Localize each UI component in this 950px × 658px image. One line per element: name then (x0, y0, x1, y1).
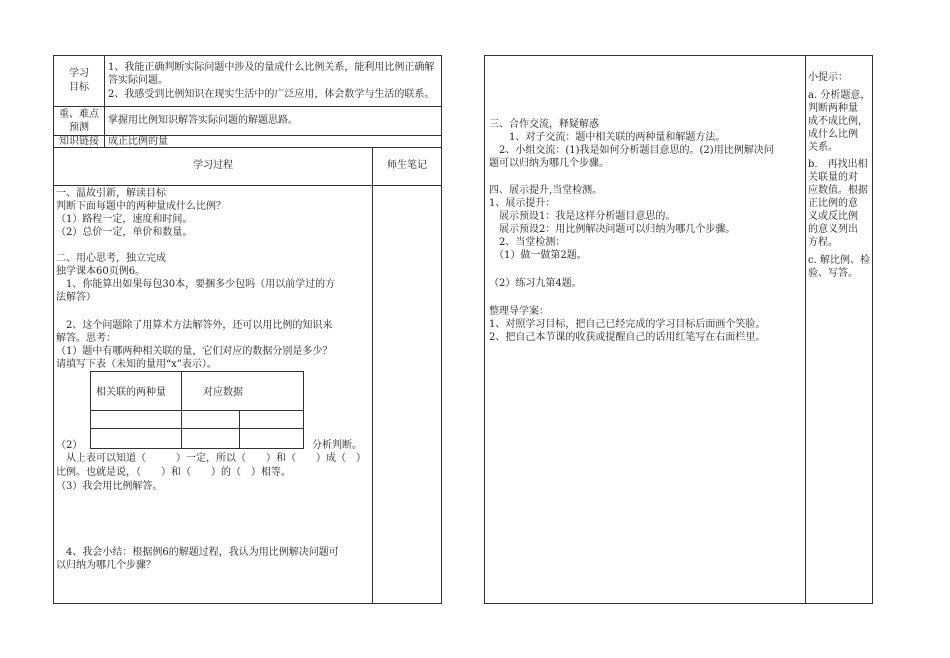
data-table-col-line (181, 410, 182, 449)
link-text: 成正比例的量 (108, 136, 168, 147)
goal-label: 目标 (69, 82, 89, 93)
section4-line: 2、当堂检测： (489, 237, 566, 248)
body-line: 2、这个问题除了用算术方法解答外，还可以用比例的知识来 (56, 320, 333, 331)
key-label: 预测 (69, 122, 89, 133)
goal-line: 1、我能正确判断实际问题中涉及的量成什么比例关系，能利用比例正确解 (108, 62, 435, 73)
tip-line: 义或反比例 (808, 211, 858, 222)
data-table-header: 相关联的两种量 (96, 387, 166, 398)
data-table-header: 对应数据 (203, 387, 243, 398)
body-line: 二、用心思考，独立完成 (56, 253, 166, 264)
tip-line: c. 解比例、检 (808, 255, 870, 266)
body-line: 解答。思考： (56, 333, 116, 344)
goal-line: 2、我感受到比例知识在现实生活中的广泛应用，体会数学与生活的联系。 (108, 89, 435, 100)
key-text: 掌握用比例知识解答实际问题的解题思路。 (108, 115, 298, 126)
goal-label: 学习 (69, 68, 89, 79)
body-line: （1）题中有哪两种相关联的量，它们对应的数据分别是多少？ (56, 346, 333, 357)
notes-header: 师生笔记 (387, 160, 427, 171)
link-label: 知识链接 (59, 136, 99, 147)
after-line: 从上表可以知道（ ）一定，所以（ ）和（ ）成（ ） (56, 453, 366, 464)
wrapup-line: 整理导学案： (489, 306, 549, 317)
body-line: 法解答） (56, 292, 96, 303)
tip-line: 关系。 (808, 142, 838, 153)
section3-line: 题可以归纳为哪几个步骤。 (489, 158, 609, 169)
data-table-row-line (90, 428, 304, 429)
tip-line: 判断两种量 (808, 103, 858, 114)
process-header: 学习过程 (193, 160, 233, 171)
row-divider (53, 106, 442, 107)
tips-title: 小提示： (808, 72, 848, 83)
section4-line: 展示预设1：我是这样分析题目意思的。 (489, 211, 676, 222)
label-col-divider (104, 55, 105, 147)
q2-suffix: 分析判断。 (312, 440, 362, 451)
body-line: 1、你能算出如果每包30本，要捆多少包吗（用以前学过的方 (56, 279, 336, 290)
after-line: 比例。也就是说，（ ）和（ ）的（ ）相等。 (56, 467, 291, 478)
body-line: 独学课本60页例6。 (56, 266, 146, 277)
body-line: 判断下面每题中的两种量成什么比例？ (56, 201, 226, 212)
tip-line: a. 分析题意， (808, 90, 871, 101)
key-label: 重、难点 (59, 109, 99, 120)
data-table-row-line (90, 410, 304, 411)
tip-line: 方程。 (808, 237, 838, 248)
tip-line: 应数值。根据 (808, 185, 868, 196)
after-line: （3）我会用比例解答。 (56, 481, 163, 492)
body-line: （2）总价一定，单价和数量。 (56, 227, 193, 238)
goal-line: 答实际问题。 (108, 75, 168, 86)
practice-line: （2）练习九第4题。 (489, 278, 582, 289)
body-line: 一、温故引新，解读目标 (56, 188, 166, 199)
row-divider (53, 185, 442, 186)
body-line: （1）路程一定，速度和时间。 (56, 214, 193, 225)
summary-line: 4、我会小结：根据例6的解题过程，我认为用比例解决问题可 (56, 547, 339, 558)
tip-line: 成不成比例， (808, 116, 868, 127)
section3-line: 2、小组交流：(1)我是如何分析题目意思的。(2)用比例解决问 (489, 145, 774, 156)
data-table-col-line (239, 410, 240, 449)
tip-line: 成什么比例 (808, 129, 858, 140)
section4-line: 四、展示提升,当堂检测。 (489, 185, 603, 196)
wrapup-line: 2、把自己本节课的收获或提醒自己的话用红笔写在右面栏里。 (489, 332, 766, 343)
tip-line: 验、写答。 (808, 268, 858, 279)
tips-col-divider (805, 55, 806, 604)
summary-line: 以归纳为哪几个步骤？ (56, 560, 156, 571)
section4-line: 展示预设2：用比例解决问题可以归纳为哪几个步骤。 (489, 224, 736, 235)
tip-line: b. 再找出相 (808, 159, 868, 170)
section4-line: （1）做一做第2题。 (489, 250, 587, 261)
tip-line: 关联量的对 (808, 172, 858, 183)
q2-prefix: （2） (56, 440, 83, 451)
section3-line: 三、合作交流，释疑解惑 (489, 119, 599, 130)
wrapup-line: 1、对照学习目标，把自己已经完成的学习目标后面画个笑脸。 (489, 319, 766, 330)
notes-col-divider (372, 147, 373, 604)
data-table-col-line (181, 371, 182, 410)
tip-line: 的意义列出 (808, 224, 858, 235)
section3-line: 1、对子交流：题中相关联的两种量和解题方法。 (489, 132, 726, 143)
body-line: 请填写下表（未知的量用“x”表示）。 (56, 359, 217, 370)
section4-line: 1、展示提升： (489, 198, 556, 209)
tip-line: 正比例的意 (808, 198, 858, 209)
